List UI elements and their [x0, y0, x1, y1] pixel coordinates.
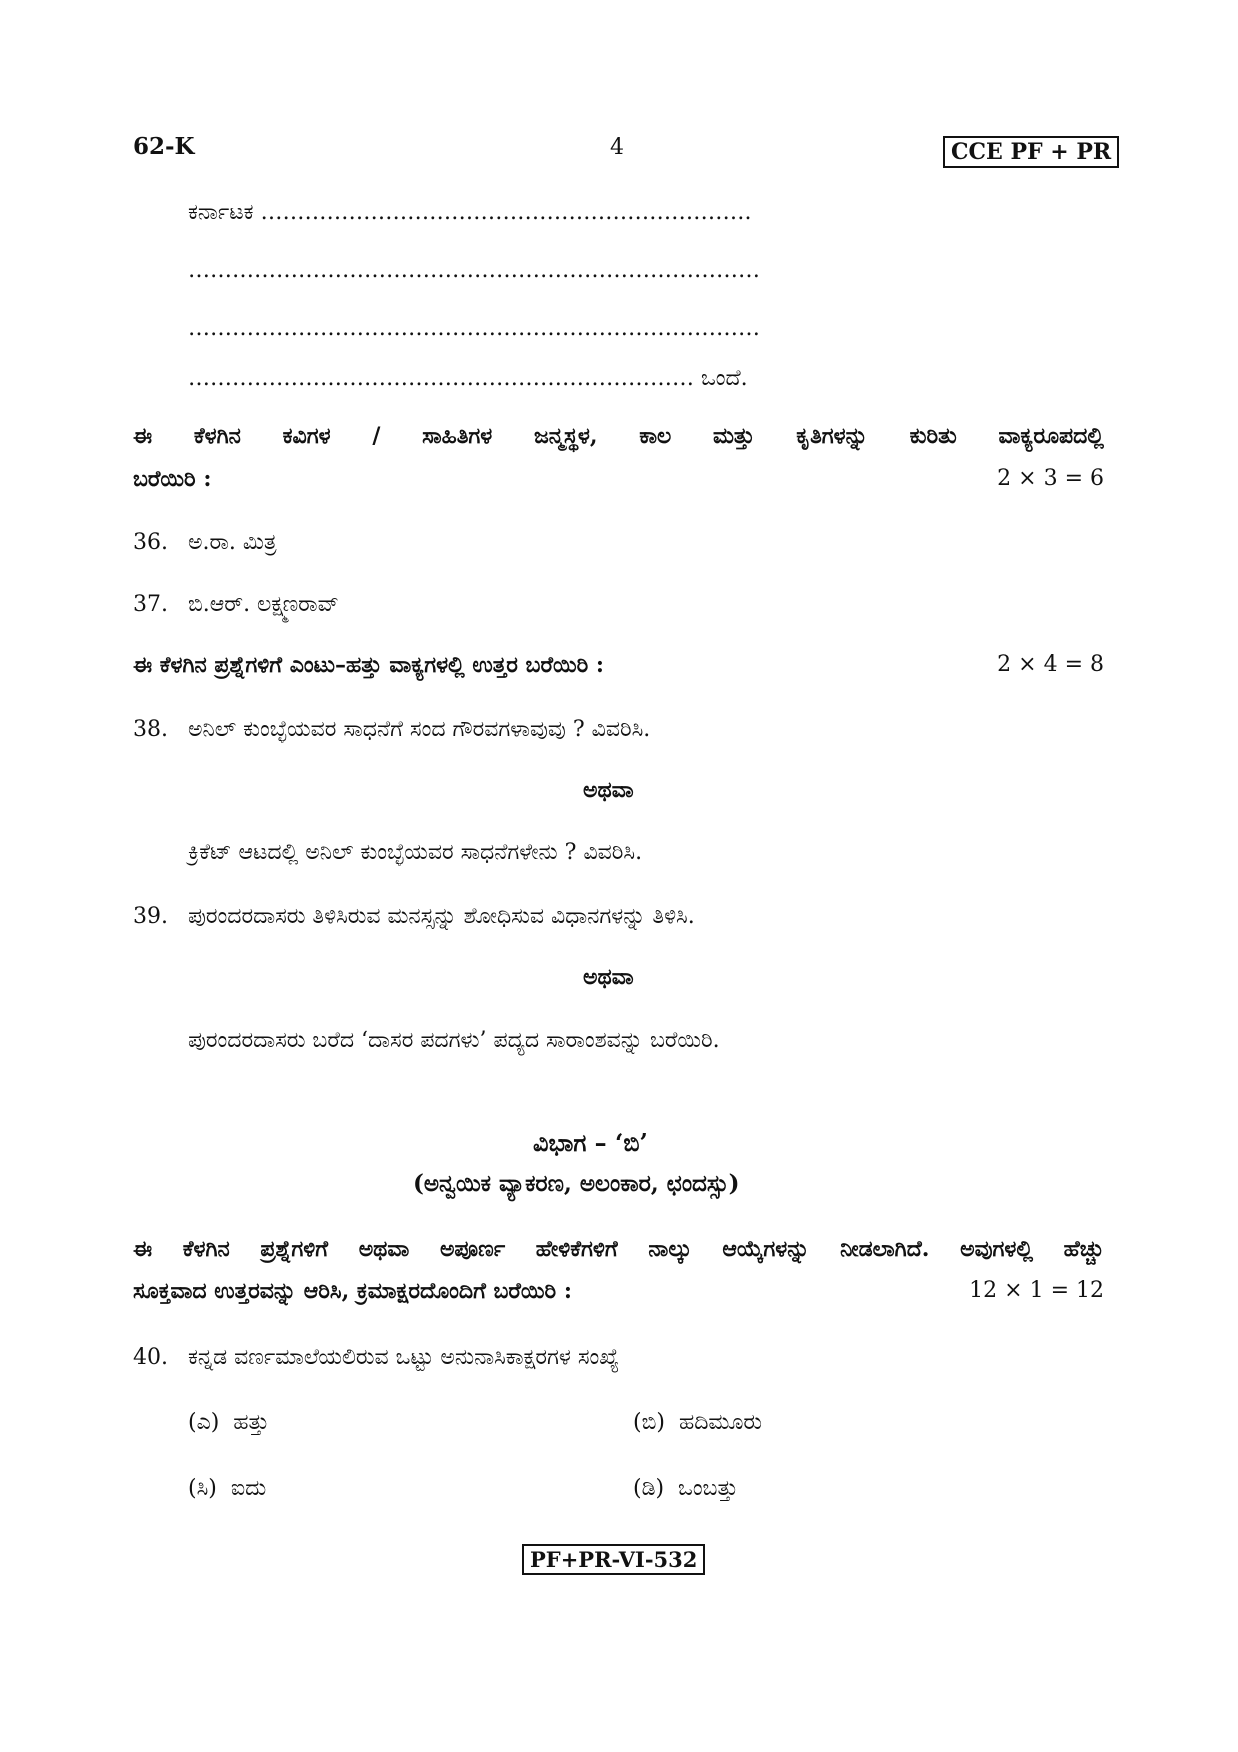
option-d	[633, 1476, 738, 1501]
question-text: ಪುರಂದರದಾಸರು ತಿಳಿಸಿರುವ ಮನಸ್ಸನ್ನು ಶೋಧಿಸುವ ವಿಧಾನಗಳನ್ನು ತಿಳಿಸಿ.	[188, 904, 695, 929]
marks-section-b: 12 × 1 = 12	[969, 1278, 1104, 1303]
question-number: 36.	[133, 530, 168, 555]
section-b-instruction-cont: ಸೂಕ್ತವಾದ ಉತ್ತರವನ್ನು ಆರಿಸಿ, ಕ್ರಮಾಕ್ಷರದೊಂದಿಗೆ ಬರೆಯಿರಿ :	[133, 1278, 572, 1304]
marks-long: 2 × 4 = 8	[997, 652, 1104, 677]
blank-line-4: …………………………………………………………… ಒಂದೆ.	[188, 366, 748, 391]
option-label: (ಎ)	[188, 1410, 220, 1435]
question-alt-text: ಪುರಂದರದಾಸರು ಬರೆದ ‘ದಾಸರ ಪದಗಳು’ ಪದ್ಯದ ಸಾರಾಂಶವನ್ನು ಬರೆಯಿರಿ.	[188, 1028, 720, 1053]
section-instruction-poets: ಈ ಕೆಳಗಿನ ಕವಿಗಳ / ಸಾಹಿತಿಗಳ ಜನ್ಮಸ್ಥಳ, ಕಾಲ ಮತ್ತು ಕೃತಿಗಳನ್ನು ಕುರಿತು ವಾಕ್ಯರೂಪದಲ್ಲಿ	[133, 423, 1104, 449]
section-b-instruction: ಈ ಕೆಳಗಿನ ಪ್ರಶ್ನೆಗಳಿಗೆ ಅಥವಾ ಅಪೂರ್ಣ ಹೇಳಿಕೆಗಳಿಗೆ ನಾಲ್ಕು ಆಯ್ಕೆಗಳನ್ನು ನೀಡಲಾಗಿದೆ. ಅವುಗಳಲ್ಲಿ ಹೆಚ್ಚು	[133, 1236, 1104, 1262]
option-a	[188, 1410, 269, 1435]
section-b-subtitle: (ಅನ್ವಯಿಕ ವ್ಯಾಕರಣ, ಅಲಂಕಾರ, ಛಂದಸ್ಸು)	[413, 1170, 740, 1197]
page-number: 4	[610, 135, 624, 160]
blank-line-2: ……………………………………………………………………	[188, 258, 760, 283]
question-number: 38.	[133, 717, 168, 742]
section-b-title: ವಿಭಾಗ – ‘ಬಿ’	[533, 1128, 648, 1157]
option-label: (ಬಿ)	[633, 1410, 665, 1435]
question-text: ಕನ್ನಡ ವರ್ಣಮಾಲೆಯಲಿರುವ ಒಟ್ಟು ಅನುನಾಸಿಕಾಕ್ಷರಗಳ ಸಂಖ್ಯೆ	[188, 1345, 620, 1370]
section-instruction-poets-cont: ಬರೆಯಿರಿ :	[133, 466, 212, 492]
option-label: (ಡಿ)	[633, 1476, 665, 1501]
paper-code: 62-K	[133, 133, 195, 160]
option-text: ಹತ್ತು	[233, 1410, 270, 1435]
option-b	[633, 1410, 762, 1435]
question-number: 37.	[133, 592, 168, 617]
option-text: ಹದಿಮೂರು	[678, 1410, 763, 1435]
question-text: ಬಿ.ಆರ್. ಲಕ್ಷ್ಮಣರಾವ್	[188, 592, 339, 617]
question-text: ಅ.ರಾ. ಮಿತ್ರ	[188, 530, 277, 555]
question-number: 39.	[133, 904, 168, 929]
question-number: 40.	[133, 1345, 168, 1370]
option-text: ಐದು	[230, 1476, 267, 1501]
series-box: CCE PF + PR	[943, 136, 1119, 168]
section-instruction-long: ಈ ಕೆಳಗಿನ ಪ್ರಶ್ನೆಗಳಿಗೆ ಎಂಟು–ಹತ್ತು ವಾಕ್ಯಗಳಲ್ಲಿ ಉತ್ತರ ಬರೆಯಿರಿ :	[133, 652, 604, 678]
blank-line-3: ……………………………………………………………………	[188, 316, 760, 341]
marks-poets: 2 × 3 = 6	[997, 466, 1104, 491]
option-c	[188, 1476, 266, 1501]
option-text: ಒಂಬತ್ತು	[678, 1476, 738, 1501]
or-separator: ಅಥವಾ	[583, 777, 634, 803]
option-label: (ಸಿ)	[188, 1476, 217, 1501]
blank-line-1: ಕರ್ನಾಟಕ ………………………………………………………….	[188, 200, 752, 225]
question-alt-text: ಕ್ರಿಕೆಟ್ ಆಟದಲ್ಲಿ ಅನಿಲ್ ಕುಂಬ್ಳೆಯವರ ಸಾಧನೆಗಳೇನು ? ವಿವರಿಸಿ.	[188, 840, 643, 865]
question-text: ಅನಿಲ್ ಕುಂಬ್ಳೆಯವರ ಸಾಧನೆಗೆ ಸಂದ ಗೌರವಗಳಾವುವು ? ವಿವರಿಸಿ.	[188, 717, 651, 742]
footer-code-box: PF+PR-VI-532	[522, 1544, 705, 1575]
or-separator: ಅಥವಾ	[583, 964, 634, 990]
